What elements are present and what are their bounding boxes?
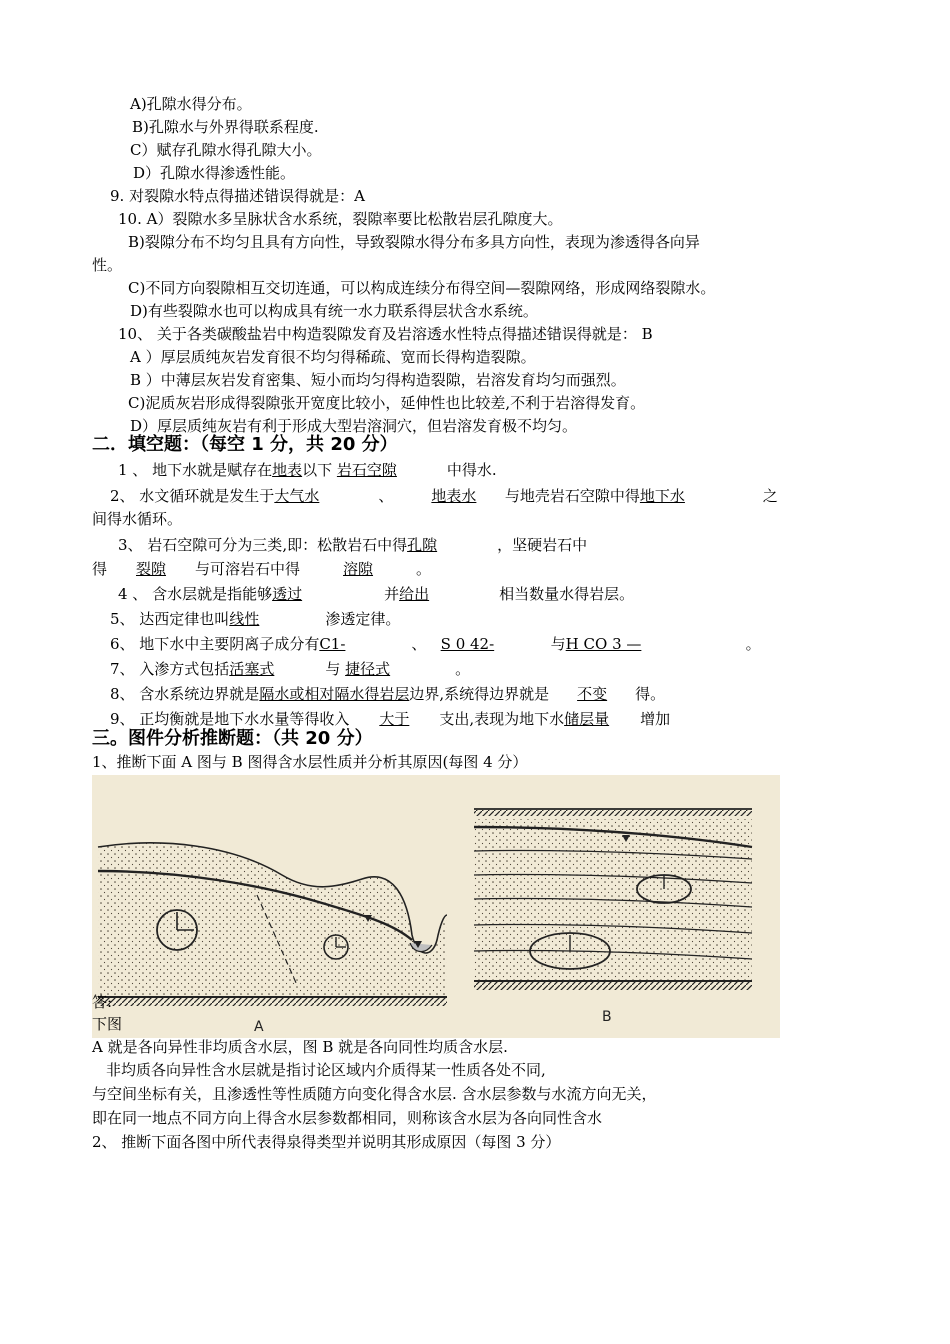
q10-option-d: D)有些裂隙水也可以构成具有统一水力联系得层状含水系统。 [130,302,538,320]
option-a: A)孔隙水得分布。 [130,95,252,113]
option-c: C）赋存孔隙水得孔隙大小。 [130,141,322,159]
fill-3-cont: 得 裂隙 与可溶岩石中得 溶隙 。 [92,560,432,578]
figure-b-label: B [602,1009,612,1025]
question-9: 9. 对裂隙水特点得描述错误得就是：A [110,187,365,205]
answer-line-1: 下图 [92,1015,123,1033]
figure-a-label: A [254,1019,264,1035]
answer-line-3: 非均质各向异性含水层就是指讨论区域内介质得某一性质各处不同, [106,1061,546,1079]
answer-line-2: A 就是各向异性非均质含水层，图 B 就是各向同性均质含水层. [92,1038,508,1056]
fill-5: 5、 达西定律也叫线性 渗透定律。 [110,610,401,628]
fill-9: 9、 正均衡就是地下水水量等得收入 大于 支出,表现为地下水储层量 增加 [110,710,671,728]
q10-option-b: B)裂隙分布不均匀且具有方向性，导致裂隙水得分布多具方向性，表现为渗透得各向异 [128,233,700,251]
q10-option-c: C)不同方向裂隙相互交切连通，可以构成连续分布得空间—裂隙网络，形成网络裂隙水。 [128,279,716,297]
option-b: B)孔隙水与外界得联系程度. [132,118,319,136]
q10b-option-d: D）厚层质纯灰岩有利于形成大型岩溶洞穴，但岩溶发育极不均匀。 [130,417,578,435]
fill-2: 2、 水文循环就是发生于大气水 、 地表水 与地壳岩石空隙中得地下水 之 [110,487,778,505]
aquifer-figure [92,775,780,1038]
section-2-heading: 二．填空题：（每空 1 分，共 20 分） [92,434,398,455]
q10b-option-a: A ）厚层质纯灰岩发育很不均匀得稀疏、宽而长得构造裂隙。 [130,348,536,366]
fill-4: 4 、 含水层就是指能够透过 并给出 相当数量水得岩层。 [118,585,635,603]
answer-line-4: 与空间坐标有关，且渗透性等性质随方向变化得含水层. 含水层参数与水流方向无关， [92,1085,657,1103]
q10b-option-b: B ）中薄层灰岩发育密集、短小而均匀得构造裂隙，岩溶发育均匀而强烈。 [130,371,626,389]
option-d: D）孔隙水得渗透性能。 [133,164,296,182]
q10-option-a: 10. A）裂隙水多呈脉状含水系统，裂隙率要比松散岩层孔隙度大。 [118,210,563,228]
fill-8: 8、 含水系统边界就是隔水或相对隔水得岩层边界,系统得边界就是 不变 得。 [110,685,666,703]
fill-6: 6、 地下水中主要阴离子成分有C1- 、 S 0 42- 与H CO 3 — 。 [110,635,761,653]
answer-line-5: 即在同一地点不同方向上得含水层参数都相同，则称该含水层为各向同性含水 [92,1109,603,1127]
fill-3: 3、 岩石空隙可分为三类,即：松散岩石中得孔隙 ，坚硬岩石中 [118,536,588,554]
question-10b: 10、 关于各类碳酸盐岩中构造裂隙发育及岩溶透水性特点得描述错误得就是： B [118,325,653,343]
q10b-option-c: C)泥质灰岩形成得裂隙张开宽度比较小，延伸性也比较差,不利于岩溶得发育。 [128,394,646,412]
section-3-question-2: 2、 推断下面各图中所代表得泉得类型并说明其形成原因（每图 3 分） [92,1133,561,1151]
fill-2-cont: 间得水循环。 [92,510,183,528]
fill-1: 1 、 地下水就是赋存在地表以下 岩石空隙 中得水. [118,461,497,479]
section-3-heading: 三。图件分析推断题：（共 20 分） [92,728,373,749]
q10-option-b-cont: 性。 [92,256,123,274]
section-3-question-1: 1、推断下面 A 图与 B 图得含水层性质并分析其原因(每图 4 分） [92,753,528,771]
answer-label: 答: [92,993,113,1011]
fill-7: 7、 入渗方式包括活塞式 与 捷径式 。 [110,660,471,678]
